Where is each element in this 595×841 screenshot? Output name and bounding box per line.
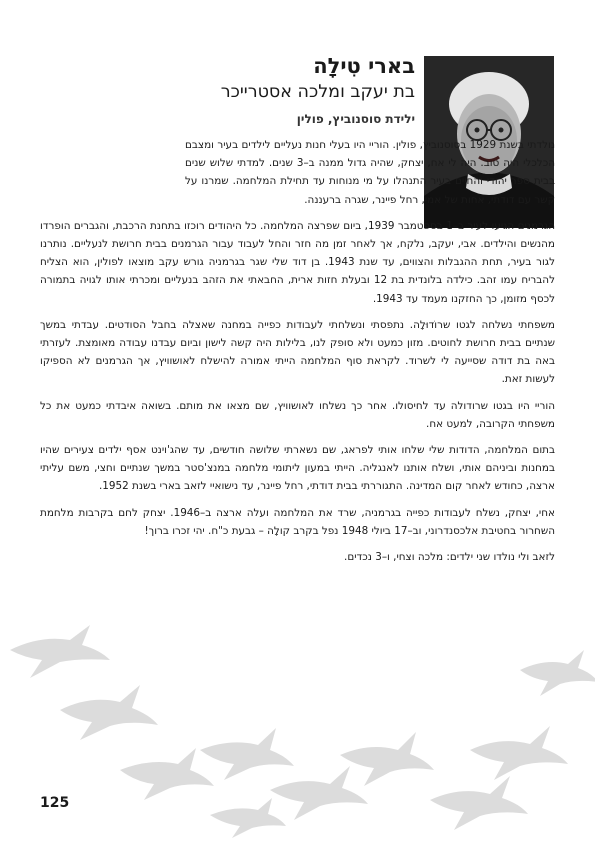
testimony-text (40, 136, 555, 574)
bird-icon (10, 625, 595, 838)
decorative-birds (0, 600, 595, 841)
paragraph: נולדתי בשנת 1929 בסוסנוביץ, פולין. הוריי היו בעלי חנות נעליים לילדים בעיר ומצבם הכלכלי היה טוב. היה לי אח, יצחק, שהיה גדול ממנה ב–3 שנים. למדתי שלוש שנים בבית ספר יהודי והחיים בעיר התנהלו על מי מנוחות עד תחילת המלחמה. שמרנו על קשר עם דודתי, אחות של אמי, רחל פיינר, שגרה ברעננה. (185, 139, 555, 206)
paragraph: אחי, יצחק, נשלח לעבודות כפייה בגרמניה, שרד את המלחמה ועלה ארצה ב–1946. יצחק לחם בקרבות מלחמת השחרור בחטיבת אלכסנדרוני, וב–17 ביולי 1948 נפל בקרב קולָה – גבעת כ"ח. יהי זכרו ברוך! (40, 506, 555, 537)
paragraph: לזאב ולי נולדו שני ילדים: מלכה וצחי, ו–3 נכדים. (344, 551, 555, 564)
paragraph: הגרמנים הגיעו לעיר ב–1 בספטמבר 1939, ביום שפרצה המלחמה. כל היהודים רוכזו בתחנת הרכבת, והגברים הופרדו מהנשים והילדים. אבי, יעקב, נלקח, אך לאחר זמן מה חזר והחל לעבוד עבור הגרמנים בבית חרושת לנעליים. נותרנו לגור בעיר, תחת ההגבלות והצווים, עד שנת 1943. בן דוד שלי שגר בגרמניה גורש עקב מוצאו לפולין, הוא הצליח להבריח עמו זהב. כילדה בלונדית בת 12 ובעלת חזות ארית, החבאתי את הזהב בנעליים ומכרתי אותו לגויה בתמורה לכסף מזומן, כך החזקנו מעמד עד 1943. (40, 219, 556, 305)
person-name: בארי טִילָה (313, 54, 415, 78)
paragraph: הוריי היו בגטו שרודולה עד לחיסולו. אחר כך נשלחו לאושוויץ, שם מצאו את מותם. בשואה איבדתי כמעט את כל משפחתי הקרובה, למעט אח. (40, 399, 555, 430)
paragraph: משפחתי נשלחה לגטו שרוֹדוּלָה. נתפסתי ונשלחתי לעבודות כפייה במחנה שאצלה בחבל הסודטים. עבדתי במשך שנתיים בבית חרושת לחוטים. מזון כמעט ולא סופק לנו, בלילות היה קשה לישון וביום עבדנו עבודה מאומצת. לעזרתי באה בת דודה שסייעה לי לשרוד. לקראת סוף המלחמה הייתי אמורה להישלח לאושוויץ, אך הגרמנים לא הספיקו לעשות זאת. (40, 318, 555, 386)
person-birthplace: ילידת סוסנוביץ, פולין (296, 112, 415, 126)
page-number: 125 (40, 795, 70, 811)
paragraph: בתום המלחמה, הדודות שלי שלחו אותי לפראג, שם נשארתי שלושה חודשים, עד שהג'וינט אסף ילדים צעירים שהיו במחנות וביניהם אותי, ושלח אותנו לאנגליה. הייתי במעון ליתומי מלחמה במנצ'סטר במשך שנתיים וחצי, משם עליתי ארצה, כחודש לאחר קום המדינה. התגוררתי בבית דודתי, רחל פיינר, עד נישואיי לזאב בארי בשנת 1952. (40, 444, 555, 493)
person-parents: בת יעקב ומלכה אסטרייכר (220, 82, 415, 102)
person-header (95, 52, 415, 128)
